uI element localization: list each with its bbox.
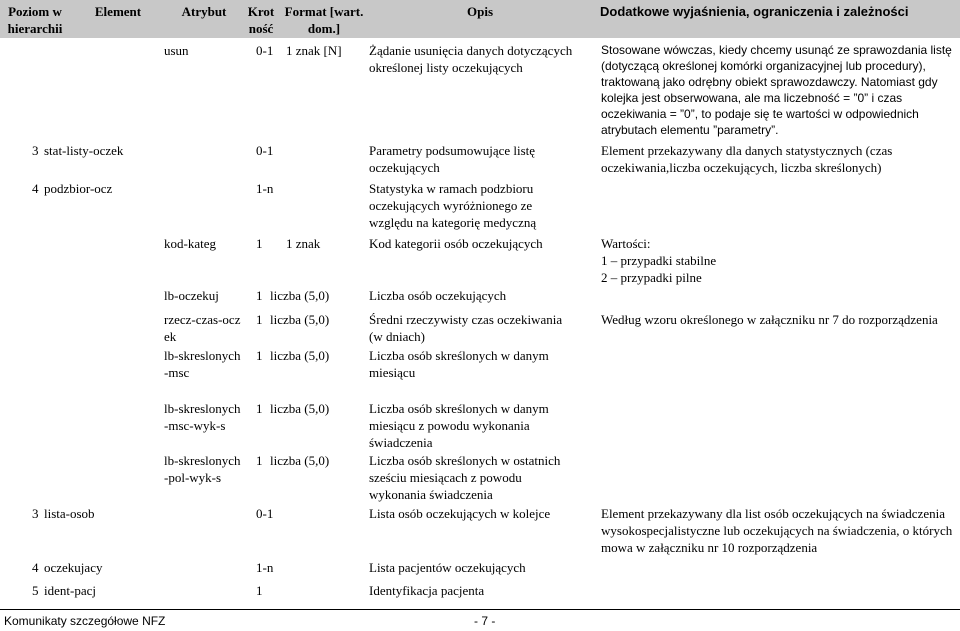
krot-podzbior: 1-n xyxy=(256,181,274,196)
opis-listaosob: Lista osób oczekujących w kolejce xyxy=(369,506,551,521)
opis-oczekujacy: Lista pacjentów oczekujących xyxy=(369,560,526,575)
page-number: - 7 - xyxy=(474,614,496,628)
format-lbskr: liczba (5,0) xyxy=(270,348,330,363)
element-stat: stat-listy-oczek xyxy=(44,143,124,158)
attr-rzecz: rzecz-czas-oczek xyxy=(164,312,241,344)
attr-usun: usun xyxy=(164,43,189,58)
opis-lbskr: Liczba osób skreślonych w danym miesiącu xyxy=(369,348,549,380)
attr-kodkateg: kod-kateg xyxy=(164,236,216,251)
attr-lbskrpol: lb-skreslonych-pol-wyk-s xyxy=(164,453,241,485)
format-usun: 1 znak [N] xyxy=(286,43,342,58)
opis-identpacj: Identyfikacja pacjenta xyxy=(369,583,485,598)
opis-rzecz: Średni rzeczywisty czas oczekiwania (w dniach) xyxy=(369,312,563,344)
element-identpacj: ident-pacj xyxy=(44,583,96,598)
dodatkowe-kodkateg-3: 2 – przypadki pilne xyxy=(601,270,702,285)
dodatkowe-kodkateg-1: Wartości: xyxy=(601,236,651,251)
opis-lboczekuj: Liczba osób oczekujących xyxy=(369,288,507,303)
krot-identpacj: 1 xyxy=(256,583,263,598)
krot-usun: 0-1 xyxy=(256,43,274,58)
header-format: Format [wart. dom.] xyxy=(284,4,364,36)
krot-lbskr: 1 xyxy=(256,348,263,363)
poziom-oczekujacy: 4 xyxy=(32,560,39,575)
dodatkowe-listaosob: Element przekazywany dla list osób oczekujących na świadczenia wysokospecjalistyczne lub oczekujących na świadczenia, o których mowa w załączniku nr 10 rozporządzenia xyxy=(601,506,953,555)
dodatkowe-usun: Stosowane wówczas, kiedy chcemy usunąć ze sprawozdania listę (dotyczącą określonej komórki organizacyjnej lub procedury), traktowaną jako odrębny obiekt sprawozdawczy. Natomiast gdy kolejka jest obserwowana, ale ma liczebność = ”0” i czas oczekiwania = ”0”, to podaje się te wartości w odpowiednich atrybutach elementu ”parametry”. xyxy=(601,43,952,137)
krot-stat: 0-1 xyxy=(256,143,274,158)
opis-stat: Parametry podsumowujące listę oczekujących xyxy=(369,143,536,175)
format-kodkateg: 1 znak xyxy=(286,236,321,251)
opis-usun: Żądanie usunięcia danych dotyczących określonej listy oczekujących xyxy=(369,43,573,75)
poziom-identpacj: 5 xyxy=(32,583,39,598)
header-opis: Opis xyxy=(466,4,493,19)
poziom-listaosob: 3 xyxy=(32,506,39,521)
header-krotnosc: Krot ność xyxy=(247,4,275,36)
krot-kodkateg: 1 xyxy=(256,236,263,251)
format-lbskrpol: liczba (5,0) xyxy=(270,453,330,468)
element-oczekujacy: oczekujacy xyxy=(44,560,103,575)
poziom-stat: 3 xyxy=(32,143,39,158)
header-atrybut: Atrybut xyxy=(181,4,227,19)
attr-lbskrwyk: lb-skreslonych-msc-wyk-s xyxy=(164,401,241,433)
footer-title: Komunikaty szczegółowe NFZ xyxy=(4,614,166,628)
opis-lbskrwyk: Liczba osób skreślonych w danym miesiącu z powodu wykonania świadczenia xyxy=(369,401,549,450)
krot-rzecz: 1 xyxy=(256,312,263,327)
element-listaosob: lista-osob xyxy=(44,506,95,521)
header-poziom: Poziom w hierarchii xyxy=(7,4,63,36)
footer-divider xyxy=(0,609,960,610)
format-lbskrwyk: liczba (5,0) xyxy=(270,401,330,416)
header-element: Element xyxy=(94,4,142,19)
opis-kodkateg: Kod kategorii osób oczekujących xyxy=(369,236,543,251)
krot-listaosob: 0-1 xyxy=(256,506,274,521)
krot-oczekujacy: 1-n xyxy=(256,560,274,575)
krot-lboczekuj: 1 xyxy=(256,288,263,303)
krot-lbskrpol: 1 xyxy=(256,453,263,468)
dodatkowe-stat: Element przekazywany dla danych statystycznych (czas oczekiwania,liczba oczekujących, liczba skreślonych) xyxy=(601,143,893,175)
format-lboczekuj: liczba (5,0) xyxy=(270,288,330,303)
header-dodatkowe: Dodatkowe wyjaśnienia, ograniczenia i zależności xyxy=(600,4,909,19)
attr-lbskr: lb-skreslonych-msc xyxy=(164,348,241,380)
dodatkowe-rzecz: Według wzoru określonego w załączniku nr 7 do rozporządzenia xyxy=(601,312,938,327)
format-rzecz: liczba (5,0) xyxy=(270,312,330,327)
attr-lboczekuj: lb-oczekuj xyxy=(164,288,219,303)
dodatkowe-kodkateg-2: 1 – przypadki stabilne xyxy=(601,253,717,268)
poziom-podzbior: 4 xyxy=(32,181,39,196)
opis-podzbior: Statystyka w ramach podzbioru oczekujących wyróżnionego ze względu na kategorię medyczną xyxy=(369,181,537,230)
krot-lbskrwyk: 1 xyxy=(256,401,263,416)
element-podzbior: podzbior-ocz xyxy=(44,181,113,196)
opis-lbskrpol: Liczba osób skreślonych w ostatnich sześciu miesiącach z powodu wykonania świadczenia xyxy=(369,453,561,502)
